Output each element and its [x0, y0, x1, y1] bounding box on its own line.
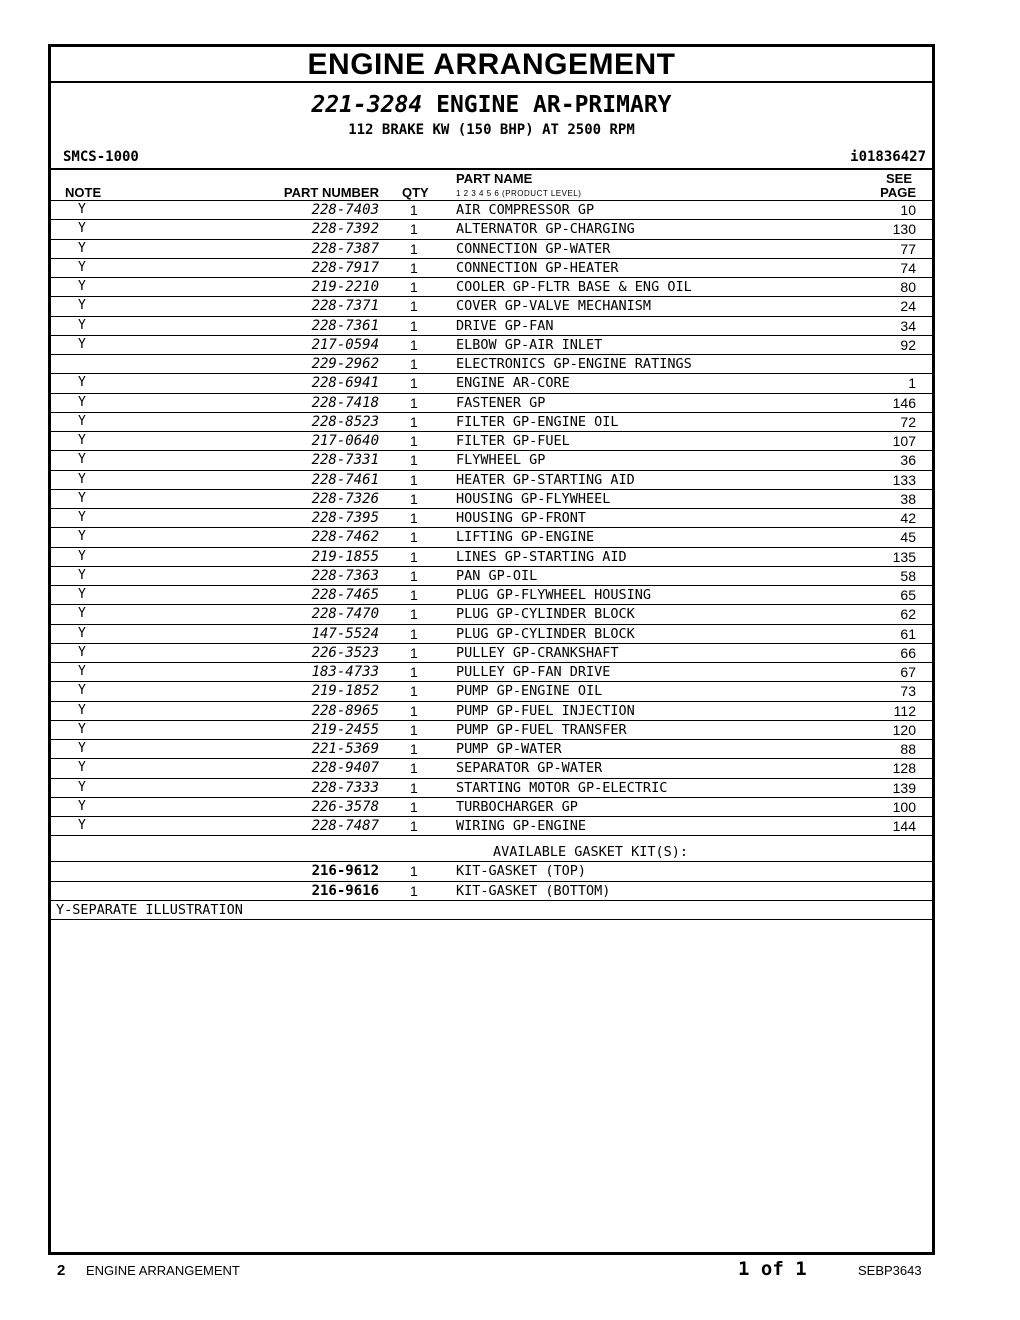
part-number-cell: 147-5524 — [311, 625, 379, 642]
note-cell: Y — [78, 279, 86, 294]
part-name-cell: PUMP GP-FUEL TRANSFER — [456, 721, 627, 738]
note-cell: Y — [78, 375, 86, 391]
qty-cell: 1 — [410, 433, 418, 449]
qty-cell: 1 — [410, 259, 418, 276]
part-number-cell: 219-1852 — [311, 683, 379, 700]
part-name-cell: ALTERNATOR GP-CHARGING — [456, 221, 635, 238]
part-name-cell: HOUSING GP-FLYWHEEL — [456, 490, 611, 507]
part-name-cell: HOUSING GP-FRONT — [456, 510, 587, 526]
legend-text: Y-SEPARATE ILLUSTRATION — [56, 901, 243, 918]
see-page-cell: 10 — [900, 202, 916, 218]
table-row — [51, 259, 932, 278]
part-name-cell: TURBOCHARGER GP — [456, 798, 578, 815]
part-name-cell: PLUG GP-FLYWHEEL HOUSING — [456, 587, 652, 603]
qty-cell: 1 — [410, 625, 418, 642]
header-page: PAGE — [880, 185, 916, 200]
part-name-cell: FLYWHEEL GP — [456, 452, 546, 469]
qty-cell: 1 — [410, 490, 418, 507]
kit-row — [51, 882, 932, 901]
table-row — [51, 201, 932, 220]
note-cell: Y — [78, 606, 86, 622]
table-row — [51, 471, 932, 490]
assembly-title — [51, 92, 932, 118]
note-cell: Y — [78, 760, 86, 776]
part-number-cell: 228-8523 — [311, 413, 379, 430]
table-row — [51, 355, 932, 374]
part-number-cell: 228-7917 — [311, 259, 379, 276]
part-name-cell: FILTER GP-ENGINE OIL — [456, 413, 619, 430]
table-row — [51, 702, 932, 721]
part-name-cell: ELBOW GP-AIR INLET — [456, 336, 603, 353]
table-row — [51, 644, 932, 663]
see-page-cell: 36 — [900, 452, 916, 469]
see-page-cell: 130 — [892, 221, 916, 238]
qty-cell: 1 — [410, 529, 418, 546]
header-note: NOTE — [65, 185, 102, 200]
qty-cell: 1 — [410, 317, 418, 334]
note-cell: Y — [78, 298, 86, 314]
see-page-cell: 144 — [892, 818, 916, 834]
engine-rating: 112 BRAKE KW (150 BHP) AT 2500 RPM — [348, 122, 635, 138]
see-page-cell: 88 — [900, 741, 916, 757]
part-name-cell: COVER GP-VALVE MECHANISM — [456, 298, 652, 315]
qty-cell: 1 — [410, 798, 418, 815]
legend-row — [51, 901, 932, 920]
part-number-cell: 228-9407 — [311, 760, 379, 777]
table-row — [51, 567, 932, 586]
page-frame — [48, 44, 935, 1255]
part-name-cell: SEPARATOR GP-WATER — [456, 760, 603, 777]
note-cell: Y — [78, 471, 86, 487]
part-name-cell: ELECTRONICS GP-ENGINE RATINGS — [456, 356, 692, 372]
table-row — [51, 490, 932, 509]
part-number-cell: 228-7333 — [311, 779, 379, 796]
see-page-cell: 100 — [892, 798, 916, 815]
footer-section: ENGINE ARRANGEMENT — [86, 1263, 240, 1278]
part-number-cell: 228-7387 — [311, 240, 379, 257]
qty-cell: 1 — [410, 683, 418, 700]
table-row — [51, 798, 932, 817]
table-row — [51, 779, 932, 798]
part-name-cell: AIR COMPRESSOR GP — [456, 202, 595, 218]
note-cell: Y — [78, 433, 86, 448]
part-number-cell: 228-7331 — [311, 452, 379, 469]
table-row — [51, 528, 932, 547]
table-row — [51, 220, 932, 239]
see-page-cell: 146 — [892, 394, 916, 411]
see-page-cell: 1 — [908, 375, 916, 392]
table-row — [51, 394, 932, 413]
qty-cell: 1 — [410, 664, 418, 680]
table-row — [51, 297, 932, 316]
table-row — [51, 740, 932, 759]
part-number-cell: 228-7326 — [311, 490, 379, 507]
part-number-cell: 219-2210 — [311, 279, 379, 295]
qty-cell: 1 — [410, 760, 418, 777]
note-cell: Y — [78, 510, 86, 525]
part-number-cell: 219-1855 — [311, 548, 379, 565]
parts-table-body — [51, 201, 932, 836]
see-page-cell: 66 — [900, 644, 916, 661]
part-number-cell: 228-7462 — [311, 529, 379, 546]
part-number-cell: 229-2962 — [311, 356, 379, 372]
smcs-row — [51, 146, 932, 170]
see-page-cell: 24 — [900, 298, 916, 315]
qty-cell: 1 — [410, 548, 418, 565]
part-number-cell: 228-7361 — [311, 317, 379, 334]
qty-cell: 1 — [410, 394, 418, 411]
note-cell: Y — [78, 490, 86, 506]
part-name-cell: PLUG GP-CYLINDER BLOCK — [456, 625, 635, 642]
see-page-cell: 80 — [900, 279, 916, 295]
page-footer — [0, 1256, 1020, 1286]
see-page-cell: 67 — [900, 664, 916, 680]
kit-part-number-cell: 216-9612 — [311, 863, 379, 880]
table-row — [51, 663, 932, 682]
part-name-cell: PULLEY GP-FAN DRIVE — [456, 664, 611, 680]
note-cell: Y — [78, 644, 86, 660]
table-row — [51, 682, 932, 701]
part-name-cell: HEATER GP-STARTING AID — [456, 471, 635, 488]
qty-cell: 1 — [410, 471, 418, 488]
part-name-cell: PULLEY GP-CRANKSHAFT — [456, 644, 619, 661]
note-cell: Y — [78, 567, 86, 583]
qty-cell: 1 — [410, 375, 418, 392]
kit-qty-cell: 1 — [410, 882, 418, 899]
table-row — [51, 278, 932, 297]
kit-row — [51, 862, 932, 881]
qty-cell: 1 — [410, 702, 418, 719]
qty-cell: 1 — [410, 741, 418, 757]
note-cell: Y — [78, 317, 86, 333]
see-page-cell: 74 — [900, 259, 916, 276]
qty-cell: 1 — [410, 452, 418, 469]
see-page-cell: 58 — [900, 567, 916, 584]
part-name-cell: ENGINE AR-CORE — [456, 375, 570, 392]
header-qty: QTY — [402, 185, 429, 200]
gasket-kits-heading: AVAILABLE GASKET KIT(S): — [493, 844, 689, 861]
part-name-cell: PLUG GP-CYLINDER BLOCK — [456, 606, 635, 623]
part-name-cell: DRIVE GP-FAN — [456, 317, 554, 334]
qty-cell: 1 — [410, 240, 418, 257]
note-cell: Y — [78, 664, 86, 679]
qty-cell: 1 — [410, 606, 418, 623]
qty-cell: 1 — [410, 818, 418, 834]
note-cell: Y — [78, 587, 86, 602]
table-row — [51, 605, 932, 624]
part-name-cell: STARTING MOTOR GP-ELECTRIC — [456, 779, 668, 796]
see-page-cell: 107 — [892, 433, 916, 449]
assembly-part-number: 221-3284 — [311, 92, 423, 118]
table-row — [51, 374, 932, 393]
table-row — [51, 509, 932, 528]
note-cell: Y — [78, 741, 86, 756]
part-number-cell: 217-0640 — [311, 433, 379, 449]
note-cell: Y — [78, 336, 86, 352]
see-page-cell: 139 — [892, 779, 916, 796]
table-row — [51, 413, 932, 432]
table-row — [51, 759, 932, 778]
see-page-cell: 34 — [900, 317, 916, 334]
part-name-cell: FASTENER GP — [456, 394, 546, 411]
qty-cell: 1 — [410, 567, 418, 584]
part-number-cell: 228-7465 — [311, 587, 379, 603]
qty-cell: 1 — [410, 721, 418, 738]
see-page-cell: 45 — [900, 529, 916, 546]
part-number-cell: 228-6941 — [311, 375, 379, 392]
part-number-cell: 228-7403 — [311, 202, 379, 218]
see-page-cell: 73 — [900, 683, 916, 700]
see-page-cell: 72 — [900, 413, 916, 430]
part-number-cell: 226-3523 — [311, 644, 379, 661]
part-name-cell: COOLER GP-FLTR BASE & ENG OIL — [456, 279, 692, 295]
note-cell: Y — [78, 779, 86, 795]
page-title: ENGINE ARRANGEMENT — [51, 47, 932, 83]
footer-doc-code: SEBP3643 — [858, 1263, 922, 1278]
note-cell: Y — [78, 798, 86, 814]
note-cell: Y — [78, 394, 86, 410]
smcs-code: SMCS-1000 — [63, 149, 139, 165]
gasket-kits-heading-row — [51, 841, 932, 862]
note-cell: Y — [78, 529, 86, 545]
table-row — [51, 336, 932, 355]
assembly-name: ENGINE AR-PRIMARY — [436, 92, 672, 118]
part-name-cell: LINES GP-STARTING AID — [456, 548, 627, 565]
see-page-cell: 42 — [900, 510, 916, 526]
qty-cell: 1 — [410, 413, 418, 430]
note-cell: Y — [78, 548, 86, 564]
part-name-cell: FILTER GP-FUEL — [456, 433, 570, 449]
see-page-cell: 133 — [892, 471, 916, 488]
part-number-cell: 228-7371 — [311, 298, 379, 315]
part-number-cell: 183-4733 — [311, 664, 379, 680]
table-row — [51, 586, 932, 605]
part-number-cell: 228-7392 — [311, 221, 379, 238]
kit-name-cell: KIT-GASKET (TOP) — [456, 863, 587, 880]
gasket-kits-body — [51, 862, 932, 901]
note-cell: Y — [78, 240, 86, 256]
part-number-cell: 221-5369 — [311, 741, 379, 757]
see-page-cell: 112 — [893, 702, 916, 719]
kit-qty-cell: 1 — [410, 863, 418, 880]
table-row — [51, 317, 932, 336]
qty-cell: 1 — [410, 298, 418, 315]
qty-cell: 1 — [410, 510, 418, 526]
part-name-cell: LIFTING GP-ENGINE — [456, 529, 595, 546]
part-name-cell: PUMP GP-FUEL INJECTION — [456, 702, 635, 719]
part-name-cell: CONNECTION GP-HEATER — [456, 259, 619, 276]
note-cell: Y — [78, 702, 86, 718]
table-row — [51, 625, 932, 644]
qty-cell: 1 — [410, 336, 418, 353]
table-row — [51, 240, 932, 259]
note-cell: Y — [78, 683, 86, 699]
part-number-cell: 228-7487 — [311, 818, 379, 834]
kit-part-number-cell: 216-9616 — [311, 882, 379, 899]
part-number-cell: 228-8965 — [311, 702, 379, 719]
part-name-cell: CONNECTION GP-WATER — [456, 240, 611, 257]
see-page-cell: 62 — [900, 606, 916, 623]
note-cell: Y — [78, 413, 86, 429]
illustration-id: i01836427 — [850, 149, 926, 165]
note-cell: Y — [78, 221, 86, 237]
note-cell: Y — [78, 259, 86, 275]
part-number-cell: 228-7395 — [311, 510, 379, 526]
see-page-cell: 77 — [900, 240, 916, 257]
kit-name-cell: KIT-GASKET (BOTTOM) — [456, 882, 611, 899]
qty-cell: 1 — [410, 587, 418, 603]
part-number-cell: 217-0594 — [311, 336, 379, 353]
header-part-number: PART NUMBER — [283, 185, 379, 200]
part-number-cell: 228-7461 — [311, 471, 379, 488]
note-cell: Y — [78, 452, 86, 468]
table-row — [51, 721, 932, 740]
footer-sheet: 1 of 1 — [738, 1258, 807, 1280]
part-number-cell: 228-7418 — [311, 394, 379, 411]
qty-cell: 1 — [410, 644, 418, 661]
footer-page-number: 2 — [57, 1262, 66, 1279]
header-see: SEE — [885, 171, 912, 186]
part-number-cell: 226-3578 — [311, 798, 379, 815]
table-row — [51, 451, 932, 470]
header-product-levels: 1 2 3 4 5 6 (PRODUCT LEVEL) — [456, 189, 582, 198]
part-number-cell: 228-7363 — [311, 567, 379, 584]
qty-cell: 1 — [410, 356, 418, 372]
table-header — [51, 170, 932, 201]
qty-cell: 1 — [410, 279, 418, 295]
table-row — [51, 548, 932, 567]
table-row — [51, 432, 932, 451]
qty-cell: 1 — [410, 221, 418, 238]
part-name-cell: PAN GP-OIL — [456, 567, 538, 584]
note-cell: Y — [78, 721, 86, 737]
part-name-cell: PUMP GP-WATER — [456, 741, 562, 757]
see-page-cell: 120 — [892, 721, 916, 738]
table-row — [51, 817, 932, 836]
see-page-cell: 92 — [900, 336, 916, 353]
see-page-cell: 65 — [900, 587, 916, 603]
part-name-cell: PUMP GP-ENGINE OIL — [456, 683, 603, 700]
note-cell: Y — [78, 625, 86, 641]
part-name-cell: WIRING GP-ENGINE — [456, 818, 587, 834]
header-part-name: PART NAME — [456, 171, 533, 186]
see-page-cell: 128 — [892, 760, 916, 777]
qty-cell: 1 — [410, 779, 418, 796]
qty-cell: 1 — [410, 202, 418, 218]
see-page-cell: 135 — [892, 548, 916, 565]
see-page-cell: 38 — [900, 490, 916, 507]
see-page-cell: 61 — [900, 625, 916, 642]
note-cell: Y — [78, 818, 86, 833]
note-cell: Y — [78, 202, 86, 217]
part-number-cell: 228-7470 — [311, 606, 379, 623]
part-number-cell: 219-2455 — [311, 721, 379, 738]
